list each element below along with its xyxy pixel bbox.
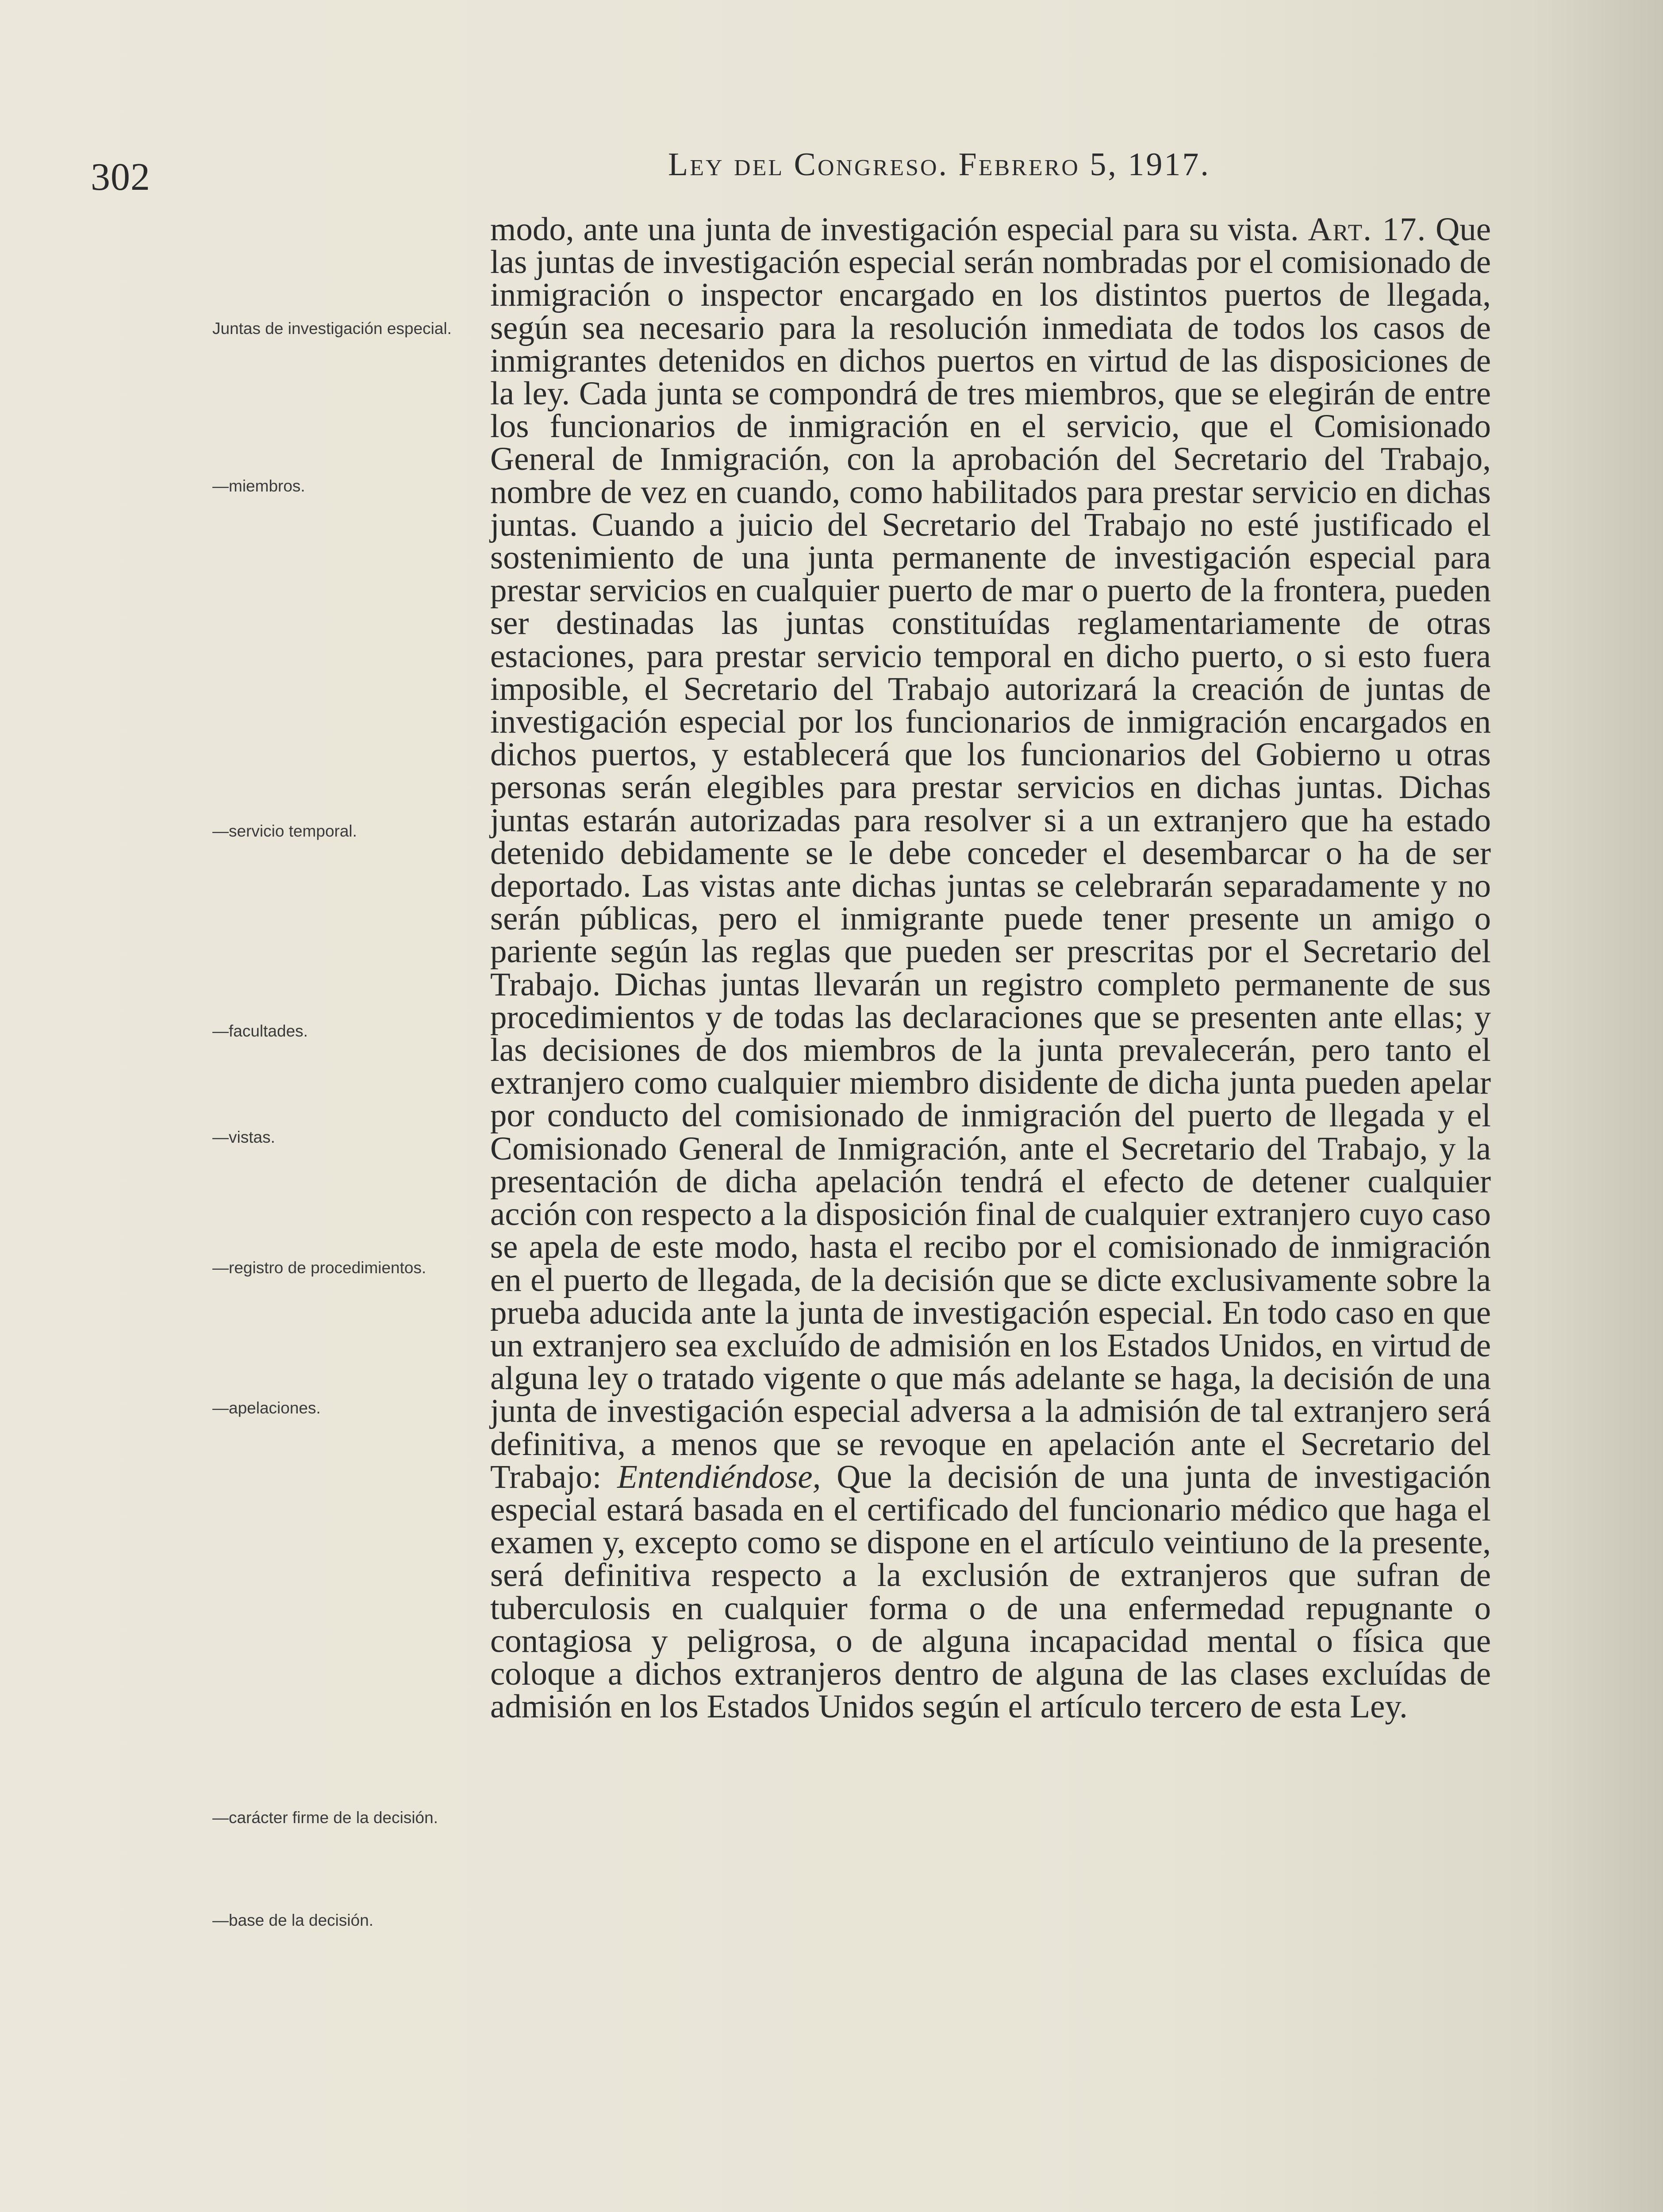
article-label: Art. 17. bbox=[1308, 211, 1427, 248]
lead-text: modo, ante una junta de investigación especial para su vista. bbox=[490, 211, 1299, 248]
margin-note-servicio-temporal: —servicio temporal. bbox=[212, 822, 357, 840]
margin-note-apelaciones: —apelaciones. bbox=[212, 1399, 321, 1417]
article-text-part1: Que las juntas de investigación especial serán nombradas por el comisionado de inmigración o inspector encargado en los distintos puertos de llegada, según sea necesario para la resolución inmediata de todos los casos de inmigrantes detenidos en dichos puertos en virtud de las disposiciones de la ley. Cada junta se compondrá de tres miembros, que se elegirán de entre los funcionarios de inmigración en el servicio, que el Comisionado General de Inmigración, con la aprobación del Secretario del Trabajo, nombre de vez en cuando, como habilitados para prestar servicio en dichas juntas. Cuando a juicio del Secretario del Trabajo no esté justificado el sostenimiento de una junta permanente de investigación especial para prestar servicios en cualquier puerto de mar o puerto de la frontera, pueden ser destinadas las juntas constituídas reglamentariamente de otras estaciones, para prestar servicio temporal en dicho puerto, o si esto fuera imposible, el Secretario del Trabajo autorizará la creación de juntas de investigación especial por los funcionarios de inmigración encargados en dichos puertos, y establecerá que los funcionarios del Gobierno u otras personas serán elegibles para prestar servicios en dichas juntas. Dichas juntas estarán autorizadas para resolver si a un extranjero que ha estado detenido debidamente se le debe conceder el desembarcar o ha de ser deportado. Las vistas ante dichas juntas se celebrarán separadamente y no serán públicas, pero el inmigrante puede tener presente un amigo o pariente según las reglas que pueden ser prescritas por el Secretario del Trabajo. Dichas juntas llevarán un registro completo permanente de sus procedimientos y de todas las declaraciones que se presenten ante ellas; y las decisiones de dos miembros de la junta prevalecerán, pero tanto el extranjero como cualquier miembro disidente de dicha junta pueden apelar por conducto del comisionado de inmigración del puerto de llegada y el Comisionado General de Inmigración, ante el Secretario del Trabajo, y la presentación de dicha apelación tendrá el efecto de detener cualquier acción con respecto a la disposición final de cualquier extranjero cuyo caso se apela de este modo, hasta el recibo por el comisionado de inmigración en el puerto de llegada, de la decisión que se dicte exclusivamente sobre la prueba aducida ante la junta de investigación especial. En todo caso en que un extranjero sea excluído de admisión en los Estados Unidos, en virtud de alguna ley o tratado vigente o que más adelante se haga, la decisión de una junta de investigación especial adversa a la admisión de tal extranjero será definitiva, a menos que se revoque en apelación ante el Secretario del Trabajo: bbox=[490, 211, 1491, 1495]
margin-note-juntas: Juntas de investigación especial. bbox=[212, 319, 452, 338]
article-text-part2: Que la decisión de una junta de investigación especial estará basada en el certificado del funcionario médico que haga el examen y, excepto como se dispone en el artículo veintiuno de la presente, será definitiva respecto a la exclusión de extranjeros que sufran de tuberculosis en cualquier forma o de una enfermedad repugnante o contagiosa y peligrosa, o de alguna incapacidad mental o física que coloque a dichos extranjeros dentro de alguna de las clases excluídas de admisión en los Estados Unidos según el artículo tercero de esta Ley. bbox=[490, 1458, 1491, 1725]
margin-note-miembros: —miembros. bbox=[212, 477, 305, 495]
margin-note-vistas: —vistas. bbox=[212, 1128, 275, 1146]
margin-note-facultades: —facultades. bbox=[212, 1022, 308, 1040]
article-body bbox=[490, 213, 1491, 1723]
running-head: Ley del Congreso. Febrero 5, 1917. bbox=[668, 146, 1210, 183]
margin-note-registro: —registro de procedimientos. bbox=[212, 1259, 426, 1277]
margin-note-base-decision: —base de la decisión. bbox=[212, 1911, 374, 1929]
page-number: 302 bbox=[91, 156, 150, 199]
margin-note-caracter-firme: —carácter firme de la decisión. bbox=[212, 1809, 438, 1827]
italic-proviso: Entendiéndose, bbox=[617, 1458, 821, 1495]
